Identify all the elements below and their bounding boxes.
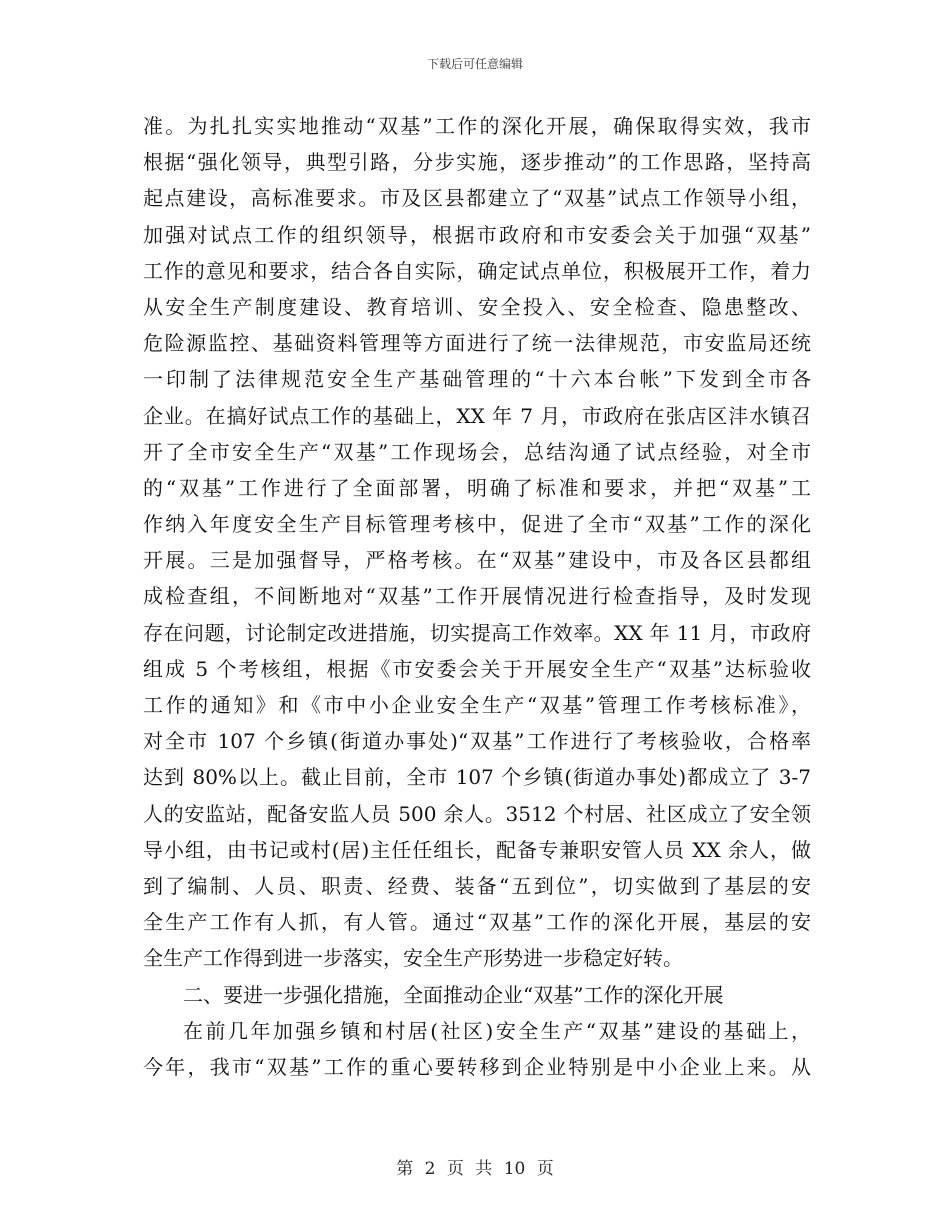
text-line: 对全市 107 个乡镇(街道办事处)“双基”工作进行了考核验收，合格率 <box>143 729 811 754</box>
text-line: 工作的意见和要求，结合各自实际，确定试点单位，积极展开工作，着力 <box>143 258 811 283</box>
text-line: 导小组，由书记或村(居)主任任组长，配备专兼职安管人员 XX 余人，做 <box>143 837 811 862</box>
text-line: 全生产工作有人抓，有人管。通过“双基”工作的深化开展，基层的安 <box>143 910 811 935</box>
text-line: 的“双基”工作进行了全面部署，明确了标准和要求，并把“双基”工 <box>143 475 811 500</box>
text-line: 根据“强化领导，典型引路，分步实施，逐步推动”的工作思路，坚持高 <box>143 150 811 175</box>
paragraph-end-line: 全生产工作得到进一步落实，安全生产形势进一步稳定好转。 <box>143 946 683 971</box>
text-line: 加强对试点工作的组织领导，根据市政府和市安委会关于加强“双基” <box>143 222 811 247</box>
page-number-footer: 第 2 页 共 10 页 <box>396 1159 554 1179</box>
text-line: 危险源监控、基础资料管理等方面进行了统一法律规范，市安监局还统 <box>143 331 811 356</box>
text-line: 到了编制、人员、职责、经费、装备“五到位”，切实做到了基层的安 <box>143 873 811 898</box>
text-line: 一印制了法律规范安全生产基础管理的“十六本台帐”下发到全市各 <box>143 367 811 392</box>
text-line: 成检查组，不间断地对“双基”工作开展情况进行检查指导，及时发现 <box>143 584 811 609</box>
text-line: 工作的通知》和《市中小企业安全生产“双基”管理工作考核标准》， <box>143 693 811 717</box>
text-line: 组成 5 个考核组，根据《市安委会关于开展安全生产“双基”达标验收 <box>143 656 811 681</box>
text-line: 存在问题，讨论制定改进措施，切实提高工作效率。XX 年 11 月，市政府 <box>143 620 811 645</box>
text-line: 准。为扎扎实实地推动“双基”工作的深化开展，确保取得实效，我市 <box>143 114 811 138</box>
text-line: 企业。在搞好试点工作的基础上，XX 年 7 月，市政府在张店区沣水镇召 <box>143 403 811 428</box>
text-line: 从安全生产制度建设、教育培训、安全投入、安全检查、隐患整改、 <box>143 294 811 319</box>
document-body <box>143 108 811 1085</box>
text-line: 今年，我市“双基”工作的重心要转移到企业特别是中小企业上来。从 <box>143 1054 811 1079</box>
text-line: 作纳入年度安全生产目标管理考核中，促进了全市“双基”工作的深化 <box>143 512 811 537</box>
text-line: 人的安监站，配备安监人员 500 余人。3512 个村居、社区成立了安全领 <box>143 801 811 826</box>
text-line: 达到 80%以上。截止目前，全市 107 个乡镇(街道办事处)都成立了 3-7 <box>143 765 811 790</box>
text-line: 开了全市安全生产“双基”工作现场会，总结沟通了试点经验，对全市 <box>143 439 811 464</box>
page-header: 下载后可任意编辑 <box>426 57 523 71</box>
text-line: 开展。三是加强督导，严格考核。在“双基”建设中，市及各区县都组 <box>143 548 811 573</box>
text-line: 起点建设，高标准要求。市及区县都建立了“双基”试点工作领导小组， <box>143 186 811 211</box>
paragraph-start-line: 在前几年加强乡镇和村居(社区)安全生产“双基”建设的基础上， <box>183 1018 811 1043</box>
section-heading: 二、要进一步强化措施，全面推动企业“双基”工作的深化开展 <box>183 982 724 1007</box>
